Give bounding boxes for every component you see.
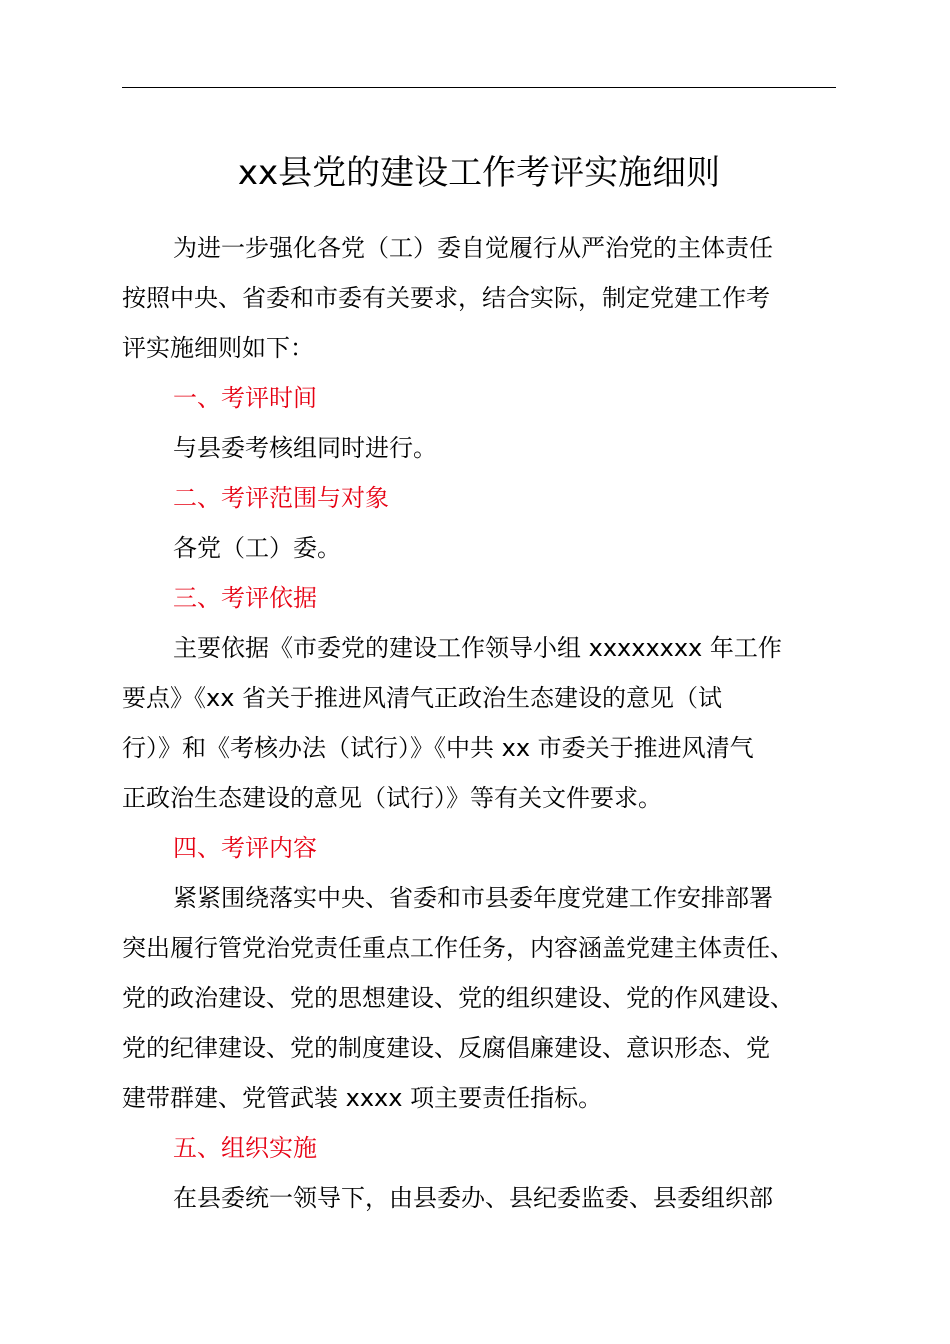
document-title: xx县党的建设工作考评实施细则 [237,153,721,193]
section-basis-line-3: 行）》和《考核办法（试行）》《中共 xx 市委关于推进风清气 [122,734,754,762]
intro-line-1: 为进一步强化各党（工）委自觉履行从严治党的主体责任 [173,234,773,262]
section-basis-line-4: 正政治生态建设的意见（试行）》等有关文件要求。 [122,784,662,812]
section-basis-line-1: 主要依据《市委党的建设工作领导小组 xxxxxxxx 年工作 [173,634,782,662]
section-heading-implementation: 五、组织实施 [173,1134,317,1162]
section-heading-time: 一、考评时间 [173,384,317,412]
section-time-text: 与县委考核组同时进行。 [173,434,437,462]
section-content-line-2: 突出履行管党治党责任重点工作任务，内容涵盖党建主体责任、 [122,934,794,962]
intro-line-2: 按照中央、省委和市委有关要求，结合实际，制定党建工作考 [122,284,770,312]
section-content-line-5: 建带群建、党管武装 xxxx 项主要责任指标。 [122,1084,603,1112]
section-heading-content: 四、考评内容 [173,834,317,862]
section-basis-line-2: 要点》《xx 省关于推进风清气正政治生态建设的意见（试 [122,684,723,712]
section-heading-scope: 二、考评范围与对象 [173,484,389,512]
section-implementation-line-1: 在县委统一领导下，由县委办、县纪委监委、县委组织部 [173,1184,773,1212]
section-content-line-1: 紧紧围绕落实中央、省委和市县委年度党建工作安排部署 [173,884,773,912]
section-content-line-3: 党的政治建设、党的思想建设、党的组织建设、党的作风建设、 [122,984,794,1012]
header-rule [122,87,836,88]
section-content-line-4: 党的纪律建设、党的制度建设、反腐倡廉建设、意识形态、党 [122,1034,770,1062]
section-heading-basis: 三、考评依据 [173,584,317,612]
intro-line-3: 评实施细则如下： [122,334,314,362]
section-scope-text: 各党（工）委。 [173,534,341,562]
